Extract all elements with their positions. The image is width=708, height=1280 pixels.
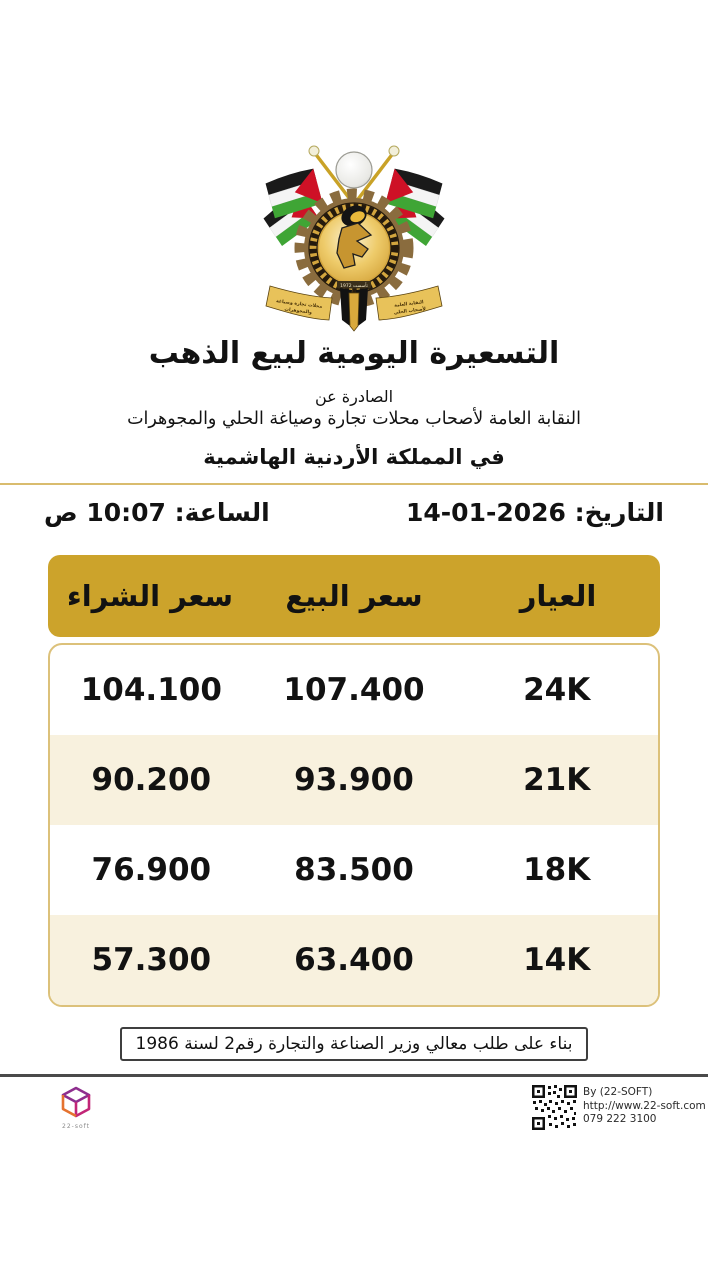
- vendor-url: http://www.22-soft.com: [583, 1099, 706, 1112]
- gold-divider: [0, 483, 708, 485]
- founded-text: تأسست 1972: [340, 283, 368, 289]
- ribbon-text: والمجوهرات: [284, 307, 313, 316]
- vendor-logo-caption: 22-soft: [62, 1123, 90, 1130]
- table-row: [50, 825, 658, 915]
- price-table-header: [48, 555, 660, 637]
- table-row: [50, 735, 658, 825]
- col-header-buy: سعر الشراء: [66, 579, 234, 613]
- syndicate-name: النقابة العامة لأصحاب محلات تجارة وصياغة الحلي والمجوهرات: [127, 409, 581, 429]
- date-label: التاريخ:: [574, 498, 664, 527]
- vendor-by-line: By (22-SOFT): [583, 1086, 653, 1098]
- karat-value: 14K: [523, 942, 591, 978]
- emblem-area: [0, 0, 708, 336]
- table-row: [50, 645, 658, 735]
- sell-price: 107.400: [283, 672, 425, 708]
- buy-price: 57.300: [91, 942, 212, 978]
- buy-price: 76.900: [91, 852, 212, 888]
- vendor-phone: 079 222 3100: [583, 1113, 657, 1125]
- vendor-credits: [583, 1086, 706, 1127]
- vendor-logo: [56, 1085, 96, 1130]
- issued-by-line: الصادرة عن: [314, 387, 394, 406]
- sell-price: 83.500: [294, 852, 414, 888]
- ribbon-text: النقابة العامة: [393, 300, 424, 309]
- ribbon-text: محلات تجارة وصياغة: [275, 299, 323, 310]
- table-row: [50, 915, 658, 1005]
- time-item: [44, 498, 270, 527]
- qr-block: [531, 1084, 577, 1134]
- 22soft-cube-logo-icon: [58, 1085, 94, 1119]
- karat-value: 24K: [523, 672, 591, 708]
- founded-band: [337, 281, 371, 289]
- sell-price: 63.400: [294, 942, 414, 978]
- col-header-karat: العيار: [519, 579, 597, 613]
- karat-value: 18K: [523, 852, 591, 888]
- col-header-sell: سعر البيع: [285, 579, 423, 613]
- sell-price: 93.900: [294, 762, 414, 798]
- price-table-body: [48, 643, 660, 1007]
- buy-price: 90.200: [91, 762, 212, 798]
- buy-price: 104.100: [80, 672, 222, 708]
- banner-ribbon-icon: [266, 286, 442, 331]
- note-area: [0, 1027, 708, 1061]
- decree-note: بناء على طلب معالي وزير الصناعة والتجارة رقم2 لسنة 1986: [120, 1027, 589, 1061]
- qr-code-icon: [531, 1084, 577, 1130]
- date-value: 14-01-2026: [406, 498, 566, 527]
- footer: [0, 1077, 708, 1177]
- syndicate-emblem-icon: [254, 140, 454, 332]
- page-title: التسعيرة اليومية لبيع الذهب: [148, 336, 560, 371]
- time-label: الساعة:: [174, 498, 270, 527]
- date-item: [406, 498, 664, 527]
- datetime-row: [0, 498, 708, 527]
- pearl-icon: [336, 152, 372, 188]
- ribbon-text: لأصحاب الحلي: [393, 307, 427, 316]
- time-value: 10:07 ص: [44, 498, 166, 527]
- karat-value: 21K: [523, 762, 591, 798]
- kingdom-line: في المملكة الأردنية الهاشمية: [203, 445, 505, 469]
